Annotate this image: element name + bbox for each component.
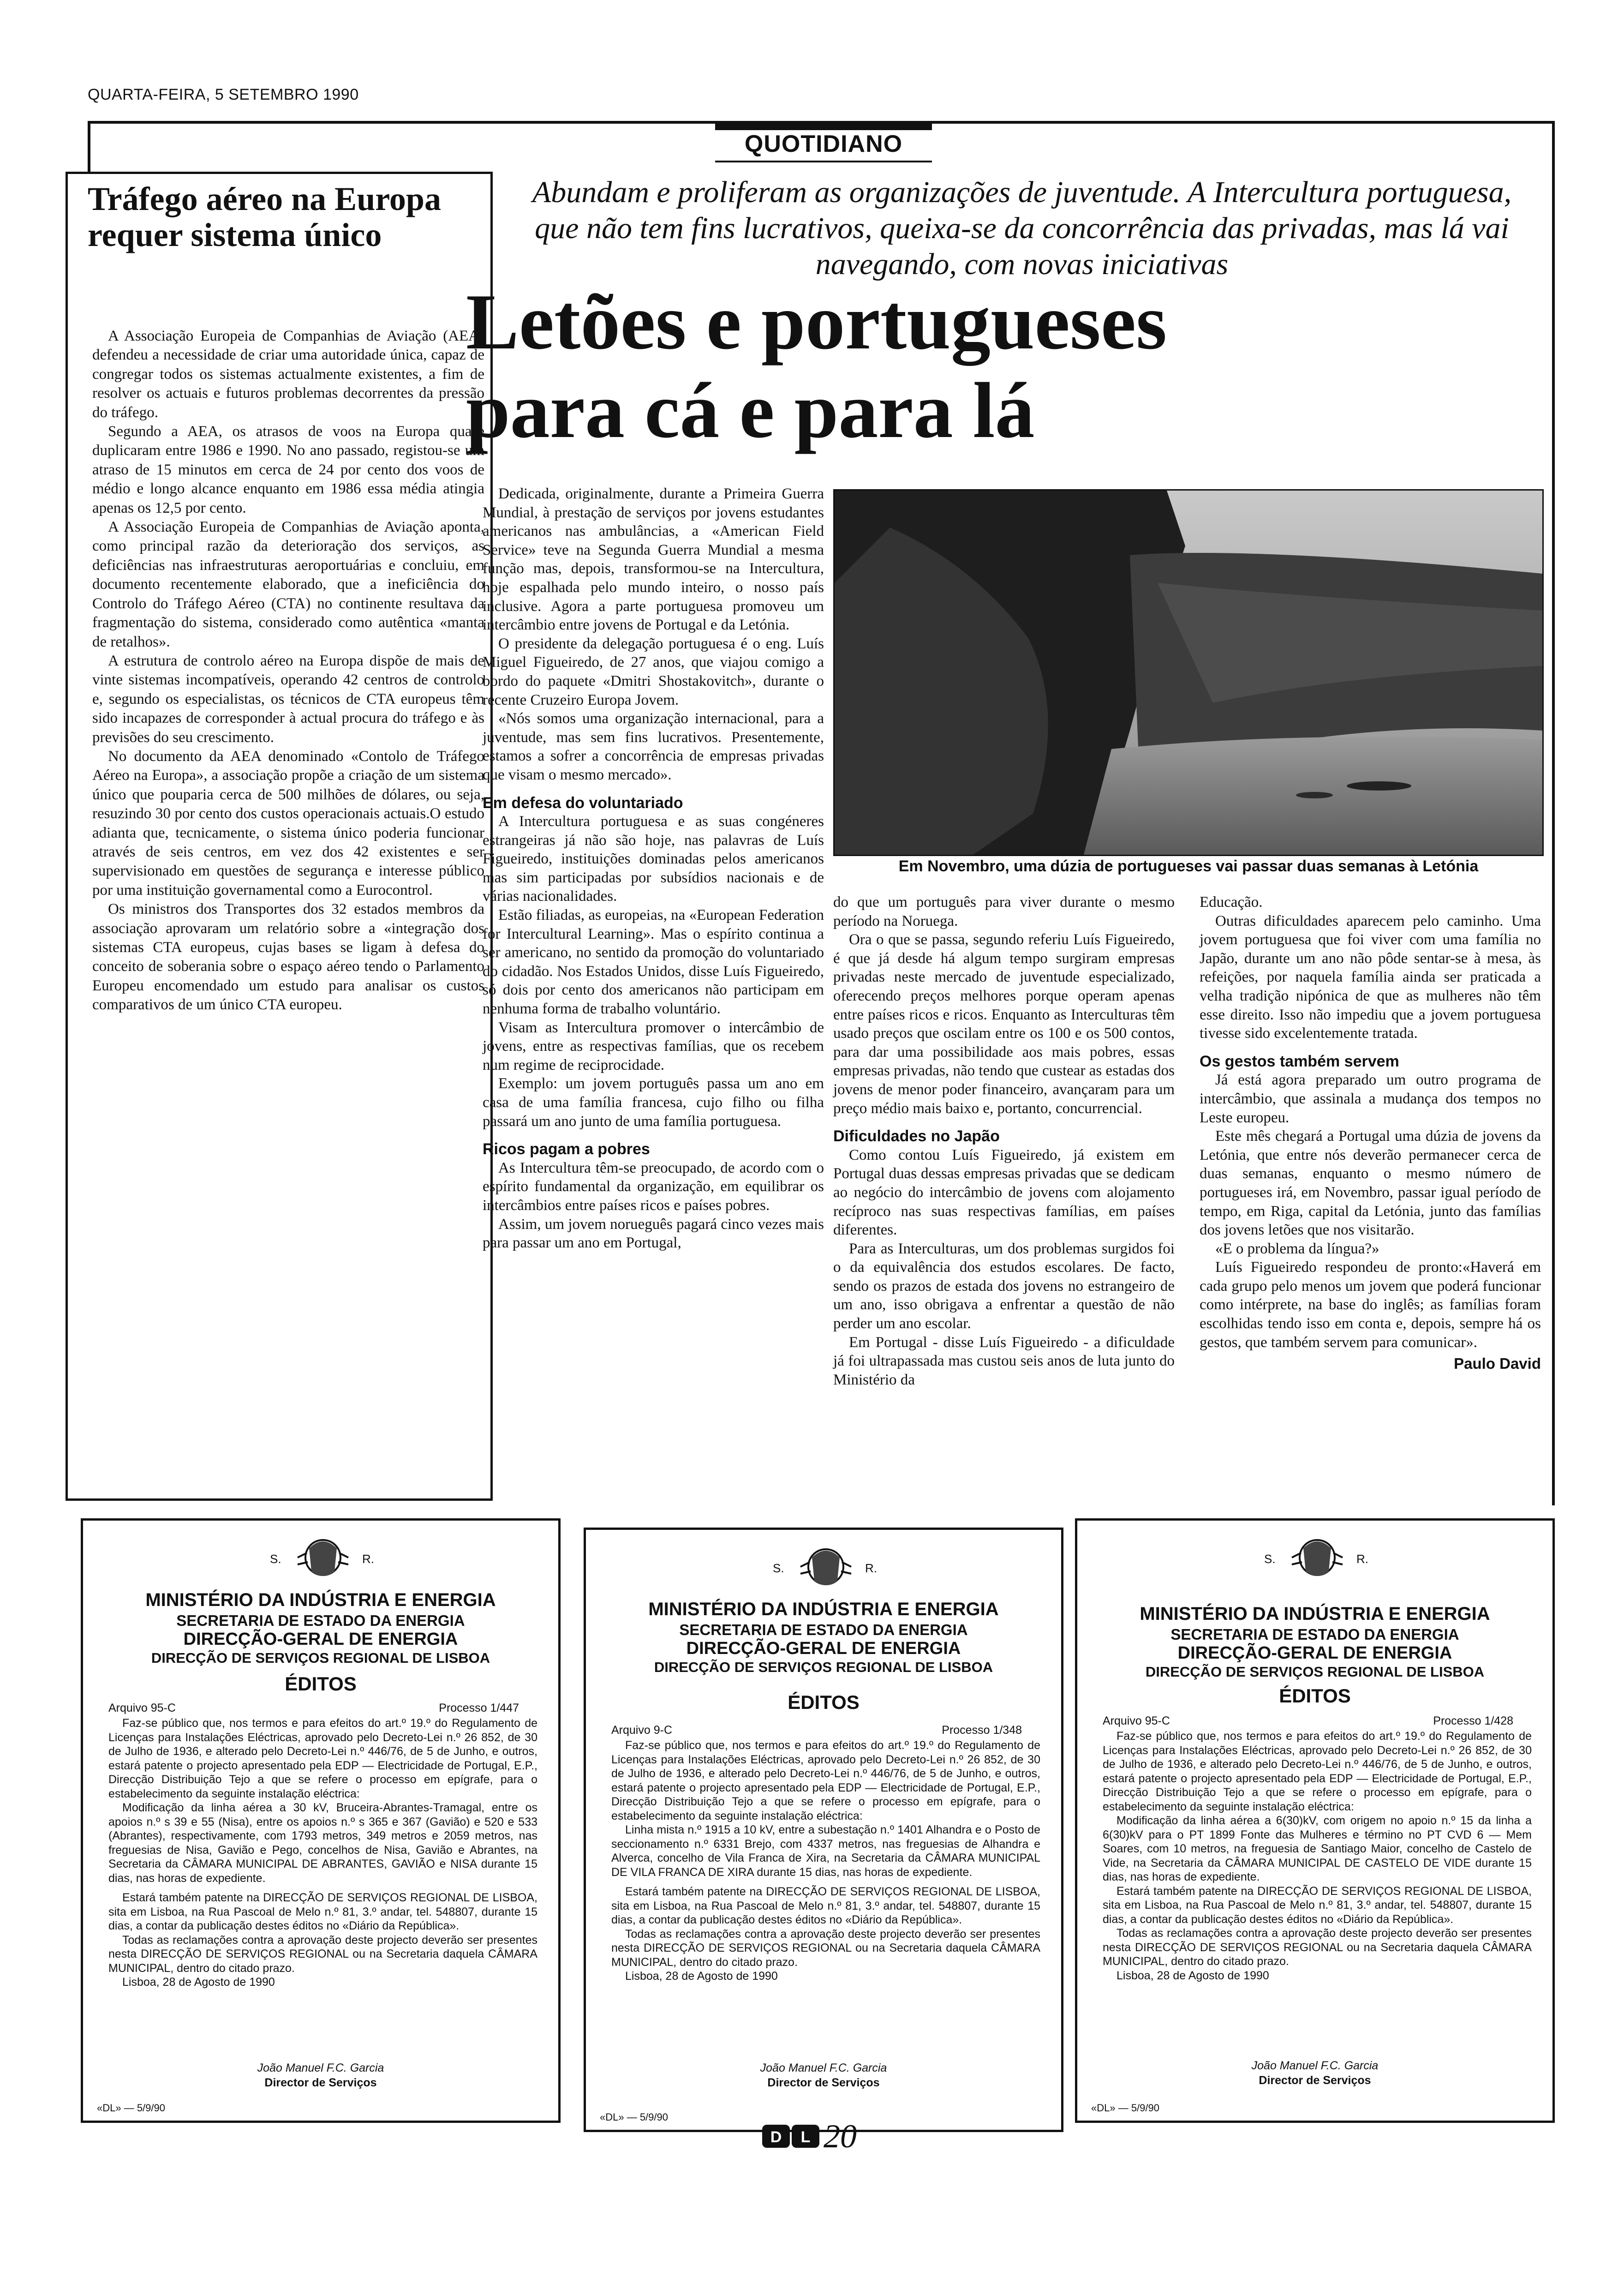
section-label: QUOTIDIANO [744, 131, 903, 157]
notice-signature [83, 2061, 558, 2090]
logo-letter-l: L [800, 2128, 811, 2146]
svg-text:S.: S. [773, 1561, 784, 1575]
article-paragraph: Em Portugal - disse Luís Figueiredo - a dificuldade já foi ultrapassada mas custou seis anos de luta junto do Ministério da [833, 1334, 1175, 1388]
coat-of-arms-emblem [768, 1539, 884, 1594]
notice-paragraph: Todas as reclamações contra a aprovação deste projecto deverão ser presentes nesta DIRECÇÃO DE SERVIÇOS REGIONAL ou na Secretaria daquela CÂMARA MUNICIPAL, dentro do citado prazo. [1103, 1927, 1532, 1968]
notice-direccao-servicos: DIRECÇÃO DE SERVIÇOS REGIONAL DE LISBOA [654, 1659, 993, 1675]
article-paragraph: Exemplo: um jovem português passa um ano em casa de uma família francesa, cujo filho ou filha passará um ano junto de uma família portuguesa. [483, 1075, 824, 1130]
notice-dl-ref: «DL» — 5/9/90 [600, 2111, 668, 2123]
coat-of-arms-emblem [265, 1530, 381, 1585]
notice-date: Lisboa, 28 de Agosto de 1990 [625, 1970, 778, 1983]
notice-direccao-geral: DIRECÇÃO-GERAL DE ENERGIA [183, 1630, 458, 1649]
notice-body [1103, 1729, 1532, 1983]
sidebar-title: Tráfego aéreo na Europa requer sistema único [88, 180, 441, 253]
article-paragraph: Este mês chegará a Portugal uma dúzia de jovens da Letónia, que entre nós deverão permanecer cerca de duas semanas, enquanto o mesmo número de portugueses irá, em Novembro, passar igual período de tempo, em Riga, capital da Letónia, junto das famílias dos jovens letões que nos visitarão. [1200, 1128, 1541, 1239]
article-paragraph: A Intercultura portuguesa e as suas congéneres estrangeiras já não são hoje, nas palavras de Luís Figueiredo, instituições dominadas pelos americanos mas sim participadas por subsídios nacionais e de várias nacionalidades. [483, 813, 824, 905]
notice-ministry: MINISTÉRIO DA INDÚSTRIA E ENERGIA [1140, 1604, 1490, 1624]
article-headline [466, 278, 1527, 455]
notice-arquivo: Arquivo 9-C [611, 1724, 672, 1737]
notice-date: Lisboa, 28 de Agosto de 1990 [122, 1976, 275, 1989]
svg-text:R.: R. [865, 1561, 877, 1575]
notice-reference [108, 1702, 537, 1715]
logo-letter-d: D [770, 2128, 782, 2146]
notice-dl-ref: «DL» — 5/9/90 [1091, 2102, 1159, 2114]
notice-secretaria: SECRETARIA DE ESTADO DA ENERGIA [679, 1621, 968, 1638]
notice-body [108, 1716, 537, 1989]
article-column-2 [833, 893, 1175, 1389]
notice-title: ÉDITOS [1279, 1685, 1351, 1707]
article-column-3 [1200, 893, 1541, 1373]
article-paragraph: Para as Interculturas, um dos problemas surgidos foi o da equivalência dos estudos escolares. De facto, sendo os prazos de estada dos jovens no estrangeiro de um ano, isso obrigava a enfrentar a questão de não perder um ano escolar. [833, 1240, 1175, 1332]
notice-body [611, 1738, 1040, 1983]
article-paragraph: As Intercultura têm-se preocupado, de acordo com o espírito fundamental da organização, em equilibrar os intercâmbios entre países ricos e países pobres. [483, 1159, 824, 1214]
section-bar [715, 121, 932, 130]
svg-text:S.: S. [270, 1552, 281, 1566]
notice-direccao-geral: DIRECÇÃO-GERAL DE ENERGIA [686, 1639, 961, 1658]
left-frame-rule [88, 121, 90, 172]
notice-processo: Processo 1/348 [942, 1724, 1022, 1737]
notice-role: Director de Serviços [264, 2076, 377, 2089]
article-paragraph: O presidente da delegação portuguesa é o eng. Luís Miguel Figueiredo, de 27 anos, que viajou comigo a bordo do paquete «Dmitri Shostakovitch», durante o recente Cruzeiro Europa Jovem. [483, 635, 824, 708]
article-column-1 [483, 485, 824, 1252]
notice-signature [586, 2061, 1061, 2090]
notice-role: Director de Serviços [767, 2076, 880, 2089]
notice-title: ÉDITOS [788, 1691, 860, 1713]
article-paragraph: Outras dificuldades aparecem pelo caminho. Uma jovem portuguesa que foi viver com uma família no Japão, durante um ano não pôde sentar-se à mesa, às refeições, por naquela família ainda ser praticada a velha tradição nipónica de que as mulheres não têm esse direito. Isso não impediu que a jovem portuguesa tivesse sido excelentemente tratada. [1200, 912, 1541, 1042]
notice-ministry: MINISTÉRIO DA INDÚSTRIA E ENERGIA [648, 1599, 999, 1619]
dateline: QUARTA-FEIRA, 5 SETEMBRO 1990 [88, 86, 359, 103]
notice-signature [1077, 2058, 1552, 2088]
headline-line-1: Letões e portugueses [466, 278, 1167, 366]
notice-paragraph: Estará também patente na DIRECÇÃO DE SERVIÇOS REGIONAL DE LISBOA, sita em Lisboa, na Rua Pascoal de Melo n.º 81, 3.º andar, tel. 548807, durante 15 dias, a contar da publicação destes éditos no «Diário da República». [611, 1885, 1040, 1926]
article-subheading: Dificuldades no Japão [833, 1127, 1000, 1145]
notice-secretaria: SECRETARIA DE ESTADO DA ENERGIA [176, 1612, 465, 1629]
notice-paragraph: Estará também patente na DIRECÇÃO DE SERVIÇOS REGIONAL DE LISBOA, sita em Lisboa, na Rua Pascoal de Melo n.º 81, 3.º andar, tel. 548807, durante 15 dias, a contar da publicação destes éditos no «Diário da República». [108, 1891, 537, 1932]
notice-paragraph: Todas as reclamações contra a aprovação deste projecto deverão ser presentes nesta DIRECÇÃO DE SERVIÇOS REGIONAL ou na Secretaria daquela CÂMARA MUNICIPAL, dentro do citado prazo. [108, 1933, 537, 1975]
sidebar-body [92, 327, 484, 1015]
article-lead: Abundam e proliferam as organizações de juventude. A Intercultura portuguesa, que não tem fins lucrativos, queixa-se da concorrência das privadas, mas lá vai navegando, com novas iniciativas [532, 175, 1512, 281]
article-paragraph: Como contou Luís Figueiredo, já existem em Portugal duas dessas empresas privadas que se dedicam ao negócio do intercâmbio de jovens com alojamento recíproco nas suas respectivas famílias, em países diferentes. [833, 1146, 1175, 1239]
article-paragraph: Já está agora preparado um outro programa de intercâmbio, que assinala a mudança dos tempos no Leste europeu. [1200, 1072, 1541, 1126]
notice-secretaria: SECRETARIA DE ESTADO DA ENERGIA [1170, 1626, 1459, 1643]
official-notice-2 [584, 1528, 1063, 2132]
article-photo [833, 489, 1544, 856]
article-paragraph: Visam as Intercultura promover o intercâmbio de jovens, entre as respectivas famílias, que os recebem num regime de reciprocidade. [483, 1019, 824, 1073]
river-landscape-photo [835, 491, 1542, 855]
notice-paragraph: Modificação da linha aérea a 30 kV, Bruceira-Abrantes-Tramagal, entre os apoios n.º s 39 e 55 (Nisa), entre os apoios n.º s 365 e 367 (Gavião) e 520 e 533 (Abrantes), respectivamente, com 1793 metros, 349 metros e 2059 metros, nas freguesias de Nisa, Gavião e Pego, concelhos de Nisa, Gavião e Abrantes, na Secretaria da CÂMARA MUNICIPAL DE ABRANTES, GAVIÃO e NISA durante 15 dias, nas horas de expediente. [108, 1801, 537, 1885]
article-subheading: Em defesa do voluntariado [483, 794, 683, 812]
notice-ministry: MINISTÉRIO DA INDÚSTRIA E ENERGIA [145, 1590, 496, 1610]
sidebar-paragraph: A estrutura de controlo aéreo na Europa dispõe de mais de vinte sistemas incompatíveis, operando 42 centros de controlo e, segundo os especialistas, os técnicos de CTA europeus têm sido incapazes de corresponder à actual procura do tráfego e às previsões do seu crescimento. [92, 652, 484, 746]
notice-role: Director de Serviços [1259, 2074, 1371, 2087]
official-notice-1 [81, 1518, 561, 2123]
notice-direccao-servicos: DIRECÇÃO DE SERVIÇOS REGIONAL DE LISBOA [1145, 1664, 1485, 1680]
notice-direccao-servicos: DIRECÇÃO DE SERVIÇOS REGIONAL DE LISBOA [151, 1650, 490, 1666]
notice-date: Lisboa, 28 de Agosto de 1990 [1116, 1969, 1269, 1982]
newspaper-logo [761, 2123, 821, 2150]
article-subheading: Ricos pagam a pobres [483, 1140, 650, 1158]
notice-direccao-geral: DIRECÇÃO-GERAL DE ENERGIA [1177, 1643, 1452, 1663]
notice-reference [1103, 1714, 1532, 1728]
headline-line-2: para cá e para lá [466, 367, 1035, 455]
article-paragraph: do que um português para viver durante o mesmo período na Noruega. [833, 894, 1175, 929]
article-paragraph: «E o problema da língua?» [1215, 1240, 1379, 1257]
notice-processo: Processo 1/447 [439, 1702, 519, 1714]
notice-paragraph: Estará também patente na DIRECÇÃO DE SERVIÇOS REGIONAL DE LISBOA, sita em Lisboa, na Rua Pascoal de Melo n.º 81, 3.º andar, tel. 548807, durante 15 dias, a contar da publicação destes éditos no «Diário da República». [1103, 1884, 1532, 1926]
sidebar-paragraph: Segundo a AEA, os atrasos de voos na Europa quase duplicaram entre 1986 e 1990. No ano passado, registou-se um atraso de 15 minutos em cerca de 24 por cento dos voos de médio e longo alcance enquanto em 1986 essa média atingia apenas os 12,5 por cento. [92, 423, 484, 516]
svg-text:S.: S. [1264, 1552, 1276, 1566]
notice-dl-ref: «DL» — 5/9/90 [97, 2102, 165, 2114]
article-paragraph: «Nós somos uma organização internacional, para a juventude, mas sem fins lucrativos. Presentemente, estamos a sofrer a concorrência de empresas privadas que visam o mesmo mercado». [483, 710, 824, 783]
svg-text:R.: R. [1356, 1552, 1368, 1566]
notice-processo: Processo 1/428 [1433, 1714, 1513, 1727]
article-paragraph: Estão filiadas, as europeias, na «European Federation for Intercultural Learning». Mas o espírito continua a ser americano, no sentido da promoção do voluntariado do cidadão. Nos Estados Unidos, disse Luís Figueiredo, só dois por cento dos americanos não participam em nenhuma forma de trabalho voluntário. [483, 907, 824, 1018]
notice-paragraph: Faz-se público que, nos termos e para efeitos do art.º 19.º do Regulamento de Licenças para Instalações Eléctricas, aprovado pelo Decreto-Lei n.º 26 852, de 30 de Julho de 1936, e alterado pelo Decreto-Lei n.º 446/76, de 5 de Junho, e outros, estará patente o projecto apresentado pela EDP — Electricidade de Portugal, E.P., Direcção Distribuição Tejo a que se refere o processo em epígrafe, para o estabelecimento da seguinte instalação eléctrica: [108, 1717, 537, 1800]
svg-text:R.: R. [362, 1552, 374, 1566]
notice-signatory: João Manuel F.C. Garcia [257, 2061, 384, 2074]
notice-signatory: João Manuel F.C. Garcia [1251, 2059, 1379, 2072]
section-rule [715, 161, 932, 162]
article-paragraph: Luís Figueiredo respondeu de pronto:«Haverá em cada grupo pelo menos um jovem que poderá funcionar como intérprete, na base do inglês; as famílias foram escolhidas tendo isso em conta e, depois, sempre há os gestos, que também servem para comunicar». [1200, 1259, 1541, 1351]
page-number: 20 [824, 2118, 857, 2155]
sidebar-paragraph: A Associação Europeia de Companhias de Aviação aponta, como principal razão da deterioração dos serviços, as deficiências nas infraestruturas aeroportuárias e concluiu, em documento recentemente elaborado, que a ineficiência do Controlo do Tráfego Aéreo (CTA) no continente resultava da fragmentação do sistema, considerado como autêntica «manta de retalhos». [92, 519, 484, 650]
author-byline: Paulo David [1454, 1355, 1541, 1372]
notice-paragraph: Todas as reclamações contra a aprovação deste projecto deverão ser presentes nesta DIRECÇÃO DE SERVIÇOS REGIONAL ou na Secretaria daquela CÂMARA MUNICIPAL, dentro do citado prazo. [611, 1927, 1040, 1969]
photo-caption: Em Novembro, uma dúzia de portugueses vai passar duas semanas à Letónia [898, 857, 1479, 875]
article-paragraph: Ora o que se passa, segundo referiu Luís Figueiredo, é que já desde há algum tempo surgiram empresas privadas neste mercado de juventude especializado, oferecendo preços melhores porque operam apenas entre países ricos e ricos. Enquanto as Interculturas têm usado preços que oscilam entre os 100 e os 500 contos, para dar uma possibilidade aos mais pobres, essas empresas privadas, não tendo que custear as estadas dos jovens de menor poder financeiro, avançaram para um preço médio mais baixo e, portanto, concurrencial. [833, 931, 1175, 1117]
notice-paragraph: Modificação da linha aérea a 6(30)kV, com origem no apoio n.º 15 da linha a 6(30)kV para o PT 1899 Fonte das Mulheres e término no PT CVD 6 — Mem Soares, com 10 metros, na freguesia de Santiago Maior, concelho de Castelo de Vide, na Secretaria da CÂMARA MUNICIPAL DE CASTELO DE VIDE durante 15 dias, nas horas de expediente. [1103, 1814, 1532, 1883]
notice-arquivo: Arquivo 95-C [108, 1702, 176, 1714]
notice-paragraph: Linha mista n.º 1915 a 10 kV, entre a subestação n.º 1401 Alhandra e o Posto de seccionamento n.º 6331 Brejo, com 4337 metros, nas freguesias de Alhandra e Alverca, concelho de Vila Franca de Xira, na Secretaria da CÂMARA MUNICIPAL DE VILA FRANCA DE XIRA durante 15 dias, nas horas de expediente. [611, 1823, 1040, 1879]
notice-paragraph: Faz-se público que, nos termos e para efeitos do art.º 19.º do Regulamento de Licenças para Instalações Eléctricas, aprovado pelo Decreto-Lei n.º 26 852, de 30 de Julho de 1936, e alterado pelo Decreto-Lei n.º 446/76, de 5 de Junho, e outros, estará patente o projecto apresentado pela EDP — Electricidade de Portugal, E.P., Direcção Distribuição Tejo a que se refere o processo em epígrafe, para o estabelecimento da seguinte instalação eléctrica: [1103, 1730, 1532, 1813]
article-subheading: Os gestos também servem [1200, 1052, 1399, 1070]
sidebar-paragraph: Os ministros dos Transportes dos 32 estados membros da associação aprovaram um relatório sobre a «integração dos sistemas CTA europeus, cujas bases se ligam à defesa do conceito de soberania sobre o espaço aéreo tendo o Parlamento Europeu encomendado um estudo para analisar os custos comparativos de um único CTA europeu. [92, 901, 484, 1013]
notice-signatory: João Manuel F.C. Garcia [760, 2061, 887, 2074]
coat-of-arms-emblem [1260, 1530, 1375, 1585]
sidebar-paragraph: A Associação Europeia de Companhias de Aviação (AEA) defendeu a necessidade de criar uma autoridade única, capaz de congregar todos os sistemas actualmente existentes, a fim de resolver os actuais e futuros problemas decorrentes da pressão do tráfego. [92, 328, 484, 421]
notice-reference [611, 1724, 1040, 1737]
notice-paragraph: Faz-se público que, nos termos e para efeitos do art.º 19.º do Regulamento de Licenças para Instalações Eléctricas, aprovado pelo Decreto-Lei n.º 26 852, de 30 de Julho de 1936, e alterado pelo Decreto-Lei n.º 446/76, de 5 de Junho, e outros, estará patente o projecto apresentado pela EDP — Electricidade de Portugal, E.P., Direcção Distribuição Tejo a que se refere o processo em epígrafe, para o estabelecimento da seguinte instalação eléctrica: [611, 1739, 1040, 1822]
article-paragraph: Educação. [1200, 894, 1263, 911]
official-notice-3 [1075, 1518, 1555, 2123]
sidebar-paragraph: No documento da AEA denominado «Contolo de Tráfego Aéreo na Europa», a associação propõe a criação de um sistema único que pouparia cerca de 500 milhões de dólares, ou seja, resuzindo 30 por cento dos custos operacionais actuais.O estudo adianta que, tecnicamente, o sistema único poderia funcionar através de seis centros, em vez dos 42 existentes e ser supervisionado em questões de segurança e interesse público por uma instituição governamental como a Eurocontrol. [92, 748, 484, 899]
notice-title: ÉDITOS [285, 1673, 357, 1695]
right-frame-rule [1552, 121, 1555, 1505]
article-paragraph: Assim, um jovem norueguês pagará cinco vezes mais para passar um ano em Portugal, [483, 1216, 824, 1252]
notice-arquivo: Arquivo 95-C [1103, 1714, 1170, 1727]
article-paragraph: Dedicada, originalmente, durante a Primeira Guerra Mundial, à prestação de serviços por jovens estudantes americanos nas ambulâncias, a «American Field Service» teve na Segunda Guerra Mundial a mesma função mas, depois, transformou-se na Intercultura, hoje espalhada pelo mundo inteiro, o nosso país inclusive. Agora a parte portuguesa promoveu um intercâmbio entre jovens de Portugal e da Letónia. [483, 485, 824, 634]
